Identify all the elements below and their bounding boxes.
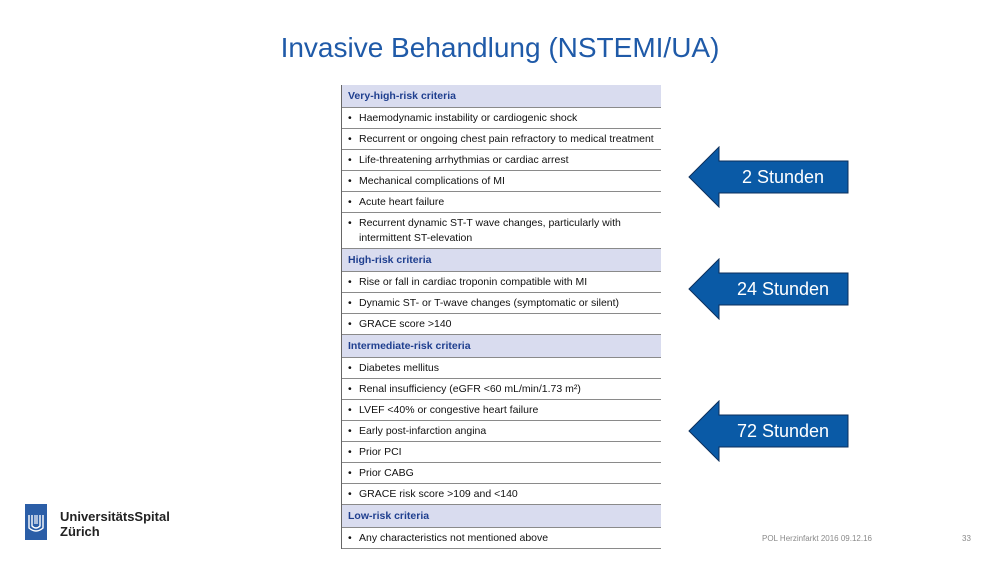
bullet-icon: •: [348, 175, 352, 187]
bullet-icon: •: [348, 362, 352, 374]
page-number: 33: [962, 534, 971, 543]
criteria-item: [342, 314, 661, 335]
criteria-item: [342, 484, 661, 505]
criteria-item: [342, 171, 661, 192]
criteria-item: [342, 213, 661, 249]
bullet-icon: •: [348, 425, 352, 437]
arrow-label: 24 Stunden: [736, 279, 830, 299]
bullet-icon: •: [348, 404, 352, 416]
criteria-item: [342, 463, 661, 484]
logo-text: [60, 509, 170, 539]
criteria-item-text: Early post-infarction angina: [359, 425, 487, 437]
bullet-icon: •: [348, 112, 352, 124]
criteria-item: [342, 129, 661, 150]
criteria-item-text: GRACE score >140: [359, 318, 452, 330]
risk-criteria-table: [341, 85, 661, 549]
criteria-item-text: Recurrent or ongoing chest pain refractory to medical treatment: [359, 133, 654, 145]
criteria-item: [342, 108, 661, 129]
criteria-section-heading: Low-risk criteria: [342, 505, 661, 528]
logo-line-2: Zürich: [60, 524, 100, 539]
criteria-section-heading: Very-high-risk criteria: [342, 85, 661, 108]
criteria-item: [342, 358, 661, 379]
criteria-item-text: Any characteristics not mentioned above: [359, 532, 549, 544]
university-hospital-logo-icon: [25, 504, 47, 540]
bullet-icon: •: [348, 532, 352, 544]
criteria-item-text: Mechanical complications of MI: [359, 175, 505, 187]
bullet-icon: •: [348, 217, 352, 229]
bullet-icon: •: [348, 446, 352, 458]
criteria-item-text: Rise or fall in cardiac troponin compatible with MI: [359, 276, 588, 288]
bullet-icon: •: [348, 467, 352, 479]
criteria-item-text: Prior CABG: [359, 467, 414, 479]
criteria-item: [342, 442, 661, 463]
criteria-section-heading: High-risk criteria: [342, 249, 661, 272]
bullet-icon: •: [348, 297, 352, 309]
bullet-icon: •: [348, 196, 352, 208]
bullet-icon: •: [348, 154, 352, 166]
footer-text: POL Herzinfarkt 2016 09.12.16: [762, 534, 872, 543]
slide-title: Invasive Behandlung (NSTEMI/UA): [280, 32, 720, 63]
bullet-icon: •: [348, 318, 352, 330]
criteria-item-text: Renal insufficiency (eGFR <60 mL/min/1.73 m²): [359, 383, 581, 395]
criteria-item: [342, 150, 661, 171]
arrow-label: 72 Stunden: [736, 421, 830, 441]
criteria-item-text: LVEF <40% or congestive heart failure: [359, 404, 539, 416]
arrow-label: 2 Stunden: [741, 167, 825, 187]
criteria-item: [342, 528, 661, 549]
criteria-section-heading: Intermediate-risk criteria: [342, 335, 661, 358]
criteria-item: [342, 400, 661, 421]
criteria-item-text: Recurrent dynamic ST-T wave changes, particularly with intermittent ST-elevation: [359, 217, 621, 244]
bullet-icon: •: [348, 133, 352, 145]
arrow-72-hours: [688, 400, 850, 462]
criteria-item: [342, 379, 661, 400]
criteria-item: [342, 192, 661, 213]
criteria-item-text: Haemodynamic instability or cardiogenic shock: [359, 112, 578, 124]
criteria-item: [342, 293, 661, 314]
criteria-item-text: GRACE risk score >109 and <140: [359, 488, 518, 500]
arrow-2-hours: [688, 146, 850, 208]
criteria-item-text: Life-threatening arrhythmias or cardiac arrest: [359, 154, 569, 166]
bullet-icon: •: [348, 488, 352, 500]
arrow-24-hours: [688, 258, 850, 320]
criteria-item: [342, 421, 661, 442]
criteria-item-text: Dynamic ST- or T-wave changes (symptomatic or silent): [359, 297, 620, 309]
criteria-item-text: Acute heart failure: [359, 196, 445, 208]
criteria-item-text: Prior PCI: [359, 446, 402, 458]
criteria-item: [342, 272, 661, 293]
logo-line-1: UniversitätsSpital: [60, 509, 170, 524]
bullet-icon: •: [348, 276, 352, 288]
bullet-icon: •: [348, 383, 352, 395]
criteria-item-text: Diabetes mellitus: [359, 362, 439, 374]
